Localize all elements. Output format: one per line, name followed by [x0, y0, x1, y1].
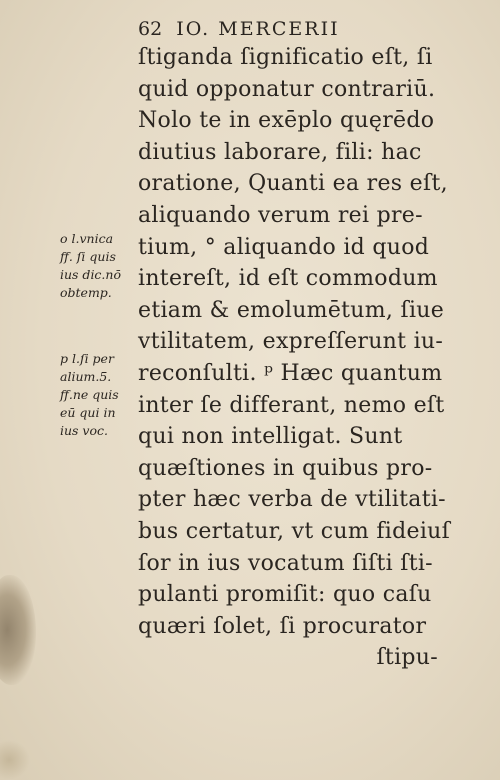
text-line: quæri ſolet, ſi procurator [138, 613, 427, 639]
text-line: bus certatur, vt cum fideiuſ [138, 518, 451, 544]
running-header [138, 18, 340, 40]
text-line: aliquando verum rei pre- [138, 202, 423, 228]
text-line: reconſulti. ᵖ Hæc quantum [138, 360, 443, 386]
text-line: pter hæc verba de vtilitati- [138, 487, 446, 513]
running-title: IO. MERCERII [176, 18, 340, 40]
margin-note-line: ius dic.nō [60, 267, 121, 282]
margin-note-line: obtemp. [60, 285, 112, 300]
catchword: ſtipu- [376, 645, 438, 671]
text-line: quæſtiones in quibus pro- [138, 455, 433, 481]
body-text [138, 42, 451, 674]
text-line: vtilitatem, expreſſerunt iu- [138, 329, 444, 355]
page-number: 62 [138, 18, 163, 40]
text-line: tium, ° aliquando id quod [138, 234, 430, 260]
text-line: intereſt, id eſt commodum [138, 266, 438, 292]
margin-note-line: alium.5. [60, 369, 112, 384]
text-line: quid opponatur contrariū. [138, 76, 436, 102]
water-stain [0, 575, 36, 685]
margin-note-line: o l.vnica [60, 231, 114, 246]
margin-note-p [60, 350, 135, 440]
text-line: ſor in ius vocatum ſiſti ſti- [138, 550, 433, 576]
margin-note-line: ff.ne quis [60, 387, 119, 402]
text-line: oratione, Quanti ea res eſt, [138, 171, 448, 197]
paper-stain [0, 740, 30, 780]
margin-note-line: ius voc. [60, 423, 108, 438]
text-line: inter ſe differant, nemo eſt [138, 392, 445, 418]
text-line: etiam & emolumētum, ſiue [138, 297, 445, 323]
margin-note-o [60, 230, 135, 302]
text-line: diutius laborare, fili: hac [138, 139, 422, 165]
margin-note-line: ff. ſi quis [60, 249, 116, 264]
margin-note-line: eū qui in [60, 405, 116, 420]
margin-note-line: p l.ſi per [60, 351, 114, 366]
text-line: pulanti promiſit: quo caſu [138, 582, 432, 608]
text-line: ſtiganda ſignificatio eſt, ſi [138, 45, 433, 70]
text-line: qui non intelligat. Sunt [138, 424, 403, 450]
text-line: Nolo te in exēplo quęrēdo [138, 108, 435, 134]
